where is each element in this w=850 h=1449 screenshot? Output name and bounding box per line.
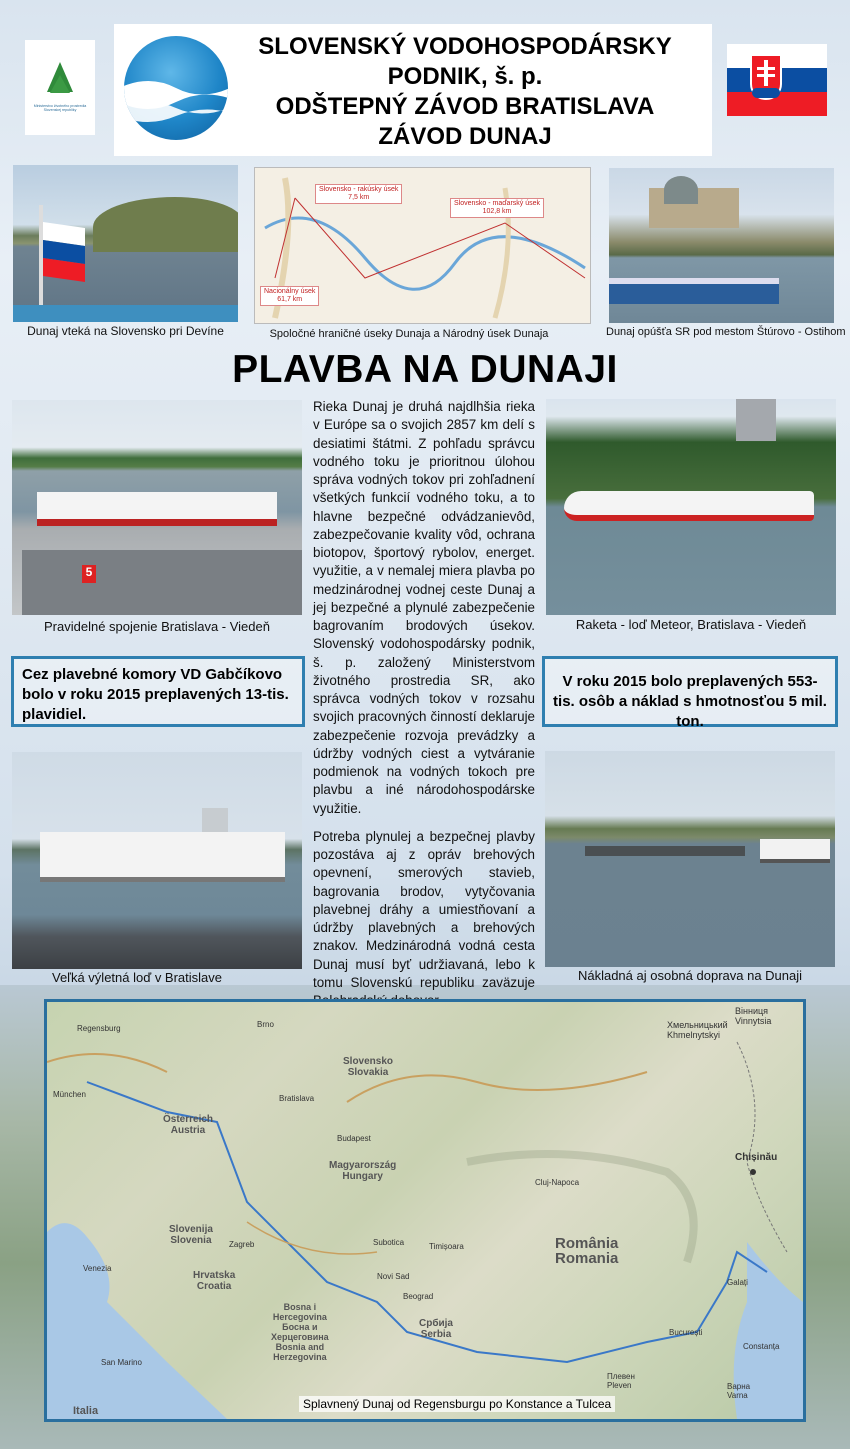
country-bosnia: Bosna i Hercegovina Босна и Херцеговина Bosnia and Herzegovina bbox=[271, 1302, 329, 1362]
ministry-logo-text: Ministerstvo životného prostredia Slovenskej republiky bbox=[33, 104, 87, 113]
danube-map bbox=[44, 999, 806, 1422]
danube-map-drawing bbox=[47, 1002, 803, 1419]
place-budapest: Budapest bbox=[337, 1134, 371, 1143]
place-timisoara: Timișoara bbox=[429, 1242, 464, 1251]
country-romania: România Romania bbox=[555, 1235, 619, 1267]
caption-border-sections: Spoločné hraničné úseky Dunaja a Národný úsek Dunaja bbox=[269, 328, 549, 340]
place-munchen: München bbox=[53, 1090, 86, 1099]
pier-deck bbox=[22, 550, 302, 615]
place-bucuresti: București bbox=[669, 1328, 703, 1337]
catamaran bbox=[37, 492, 277, 526]
header-banner bbox=[114, 24, 712, 156]
label-slovak-hungarian-section: Slovensko - maďarský úsek 102,8 km bbox=[450, 198, 544, 218]
building bbox=[736, 399, 776, 441]
place-beograd: Beograd bbox=[403, 1292, 434, 1301]
photo-raketa-meteor bbox=[546, 399, 836, 615]
barge bbox=[585, 846, 745, 856]
boat bbox=[609, 278, 779, 304]
label-national-section: Nacionálny úsek 61,7 km bbox=[260, 286, 319, 306]
slovak-flag bbox=[727, 44, 827, 116]
place-galati: Galați bbox=[727, 1278, 748, 1287]
place-vinnytsia: Вінниця Vinnytsia bbox=[735, 1006, 772, 1026]
page-title: PLAVBA NA DUNAJI bbox=[232, 348, 618, 391]
photo-devin bbox=[13, 165, 238, 322]
tree-icon-lower bbox=[50, 75, 70, 93]
basilica-dome bbox=[664, 176, 698, 204]
body-paragraph-2: Potreba plynulej a bezpečnej plavby pozostáva aj z opráv brehových opevnení, smerových stavieb, bagrovania brodov, vytyčovania plavebnej dráhy a umiestňovaní a údržby plavebných a brehových znakov. Medzinárodná vodná cesta Dunaj musí byť udržiavaná, lebo k tomu Slovenskú republiku zaväzuje bbox=[313, 828, 535, 990]
place-cluj: Cluj-Napoca bbox=[535, 1178, 580, 1187]
caption-cargo: Nákladná aj osobná doprava na Dunaji bbox=[577, 968, 803, 983]
caption-cruise: Veľká výletná loď v Bratislave bbox=[51, 970, 223, 985]
country-austria: Österreich Austria bbox=[163, 1114, 214, 1136]
place-zagreb: Zagreb bbox=[229, 1240, 255, 1249]
caption-devin: Dunaj vteká na Slovensko pri Devíne bbox=[27, 324, 224, 338]
pier-number: 5 bbox=[82, 565, 96, 583]
org-line-2: PODNIK, š. p. bbox=[387, 63, 543, 90]
boat-rail bbox=[13, 305, 238, 322]
place-chisinau: Chișinău bbox=[735, 1152, 778, 1163]
ministry-logo bbox=[25, 40, 95, 135]
map-border-sections bbox=[254, 167, 591, 324]
organization-title bbox=[230, 32, 700, 152]
callout-gabcikovo: Cez plavebné komory VD Gabčíkovo bolo v roku 2015 preplavených 13-tis. plavidiel. bbox=[11, 656, 305, 727]
caption-bratislava-vienna: Pravidelné spojenie Bratislava - Viedeň bbox=[44, 619, 270, 634]
body-text bbox=[313, 398, 535, 1020]
caption-raketa: Raketa - loď Meteor, Bratislava - Viedeň bbox=[575, 617, 807, 632]
passenger-ship bbox=[760, 839, 830, 863]
slovak-flag-waving bbox=[43, 222, 85, 282]
label-slovak-austrian-section: Slovensko - rakúsky úsek 7,5 km bbox=[315, 184, 402, 204]
photo-cargo-traffic bbox=[545, 751, 835, 967]
org-line-1: SLOVENSKÝ VODOHOSPODÁRSKY bbox=[258, 33, 672, 60]
place-san-marino: San Marino bbox=[101, 1358, 142, 1367]
country-italy: Italia bbox=[73, 1405, 99, 1417]
org-line-3: ODŠTEPNÝ ZÁVOD BRATISLAVA bbox=[275, 93, 655, 120]
country-serbia: Србија Serbia bbox=[419, 1318, 453, 1340]
photo-cruise-ship bbox=[12, 752, 302, 969]
photo-hill bbox=[93, 197, 238, 252]
cruise-ship bbox=[40, 832, 285, 882]
place-venezia: Venezia bbox=[83, 1264, 112, 1273]
org-line-4: ZÁVOD DUNAJ bbox=[378, 123, 552, 150]
svp-logo bbox=[124, 36, 228, 140]
country-hungary: Magyarország Hungary bbox=[329, 1160, 397, 1182]
caption-sturovo: Dunaj opúšťa SR pod mestom Štúrovo - Ostihom bbox=[606, 326, 846, 338]
country-croatia: Hrvatska Croatia bbox=[193, 1270, 236, 1292]
place-bratislava: Bratislava bbox=[279, 1094, 315, 1103]
photo-bratislava-vienna bbox=[12, 400, 302, 615]
place-novi-sad: Novi Sad bbox=[377, 1272, 410, 1281]
map-caption: Splavnený Dunaj od Regensburgu po Konstance a Tulcea bbox=[299, 1396, 615, 1412]
place-regensburg: Regensburg bbox=[77, 1024, 121, 1033]
place-varna: Варна Varna bbox=[727, 1382, 751, 1400]
hydrofoil bbox=[564, 491, 814, 521]
waves-icon bbox=[124, 36, 228, 140]
body-paragraph-1: Rieka Dunaj je druhá najdlhšia rieka v Európe sa o svojich 2857 km delí s desiatimi štátmi. Z pohľadu správcu vodného toku je prioritnou úlohou správa vodných tokov pri zohľadnení všetkých funkcií vodného toku, a to hlavne bezpečné odvádzanievôd, zabezpečovanie kvality vôd, ochrana biotopov, športový rybolov, energet. využitie, a v nemalej miera plavba po medzinárodnej vodnej ceste Dunaj a jej bezpečné a plynulé zabezpečenie bagrovaním brodových úsekov. Slovenský vodohospodársky podnik, š. p. založený Ministerstvom životného prostredia SR, ako správca vodných tokov v rozsahu svojich pracovných činností deklaruje zabezpečenie rozvoja prevádzky a údržby vodných ciest a vytváranie podmienok na vodných tokoch pre plavbu a iné národohospodárske využitie. bbox=[313, 399, 535, 816]
place-pleven: Плевен Pleven bbox=[607, 1372, 635, 1390]
place-subotica: Subotica bbox=[373, 1238, 405, 1247]
country-slovenia: Slovenija Slovenia bbox=[169, 1224, 213, 1246]
place-khmelnytskyi: Хмельницький Khmelnytskyi bbox=[667, 1020, 728, 1040]
coat-of-arms-hills bbox=[752, 88, 780, 98]
callout-passengers: V roku 2015 bolo preplavených 553-tis. osôb a náklad s hmotnosťou 5 mil. ton. bbox=[542, 656, 838, 727]
country-slovakia: Slovensko Slovakia bbox=[343, 1056, 394, 1078]
place-constanta: Constanța bbox=[743, 1342, 780, 1351]
photo-sturovo-esztergom bbox=[609, 168, 834, 323]
place-brno: Brno bbox=[257, 1020, 274, 1029]
